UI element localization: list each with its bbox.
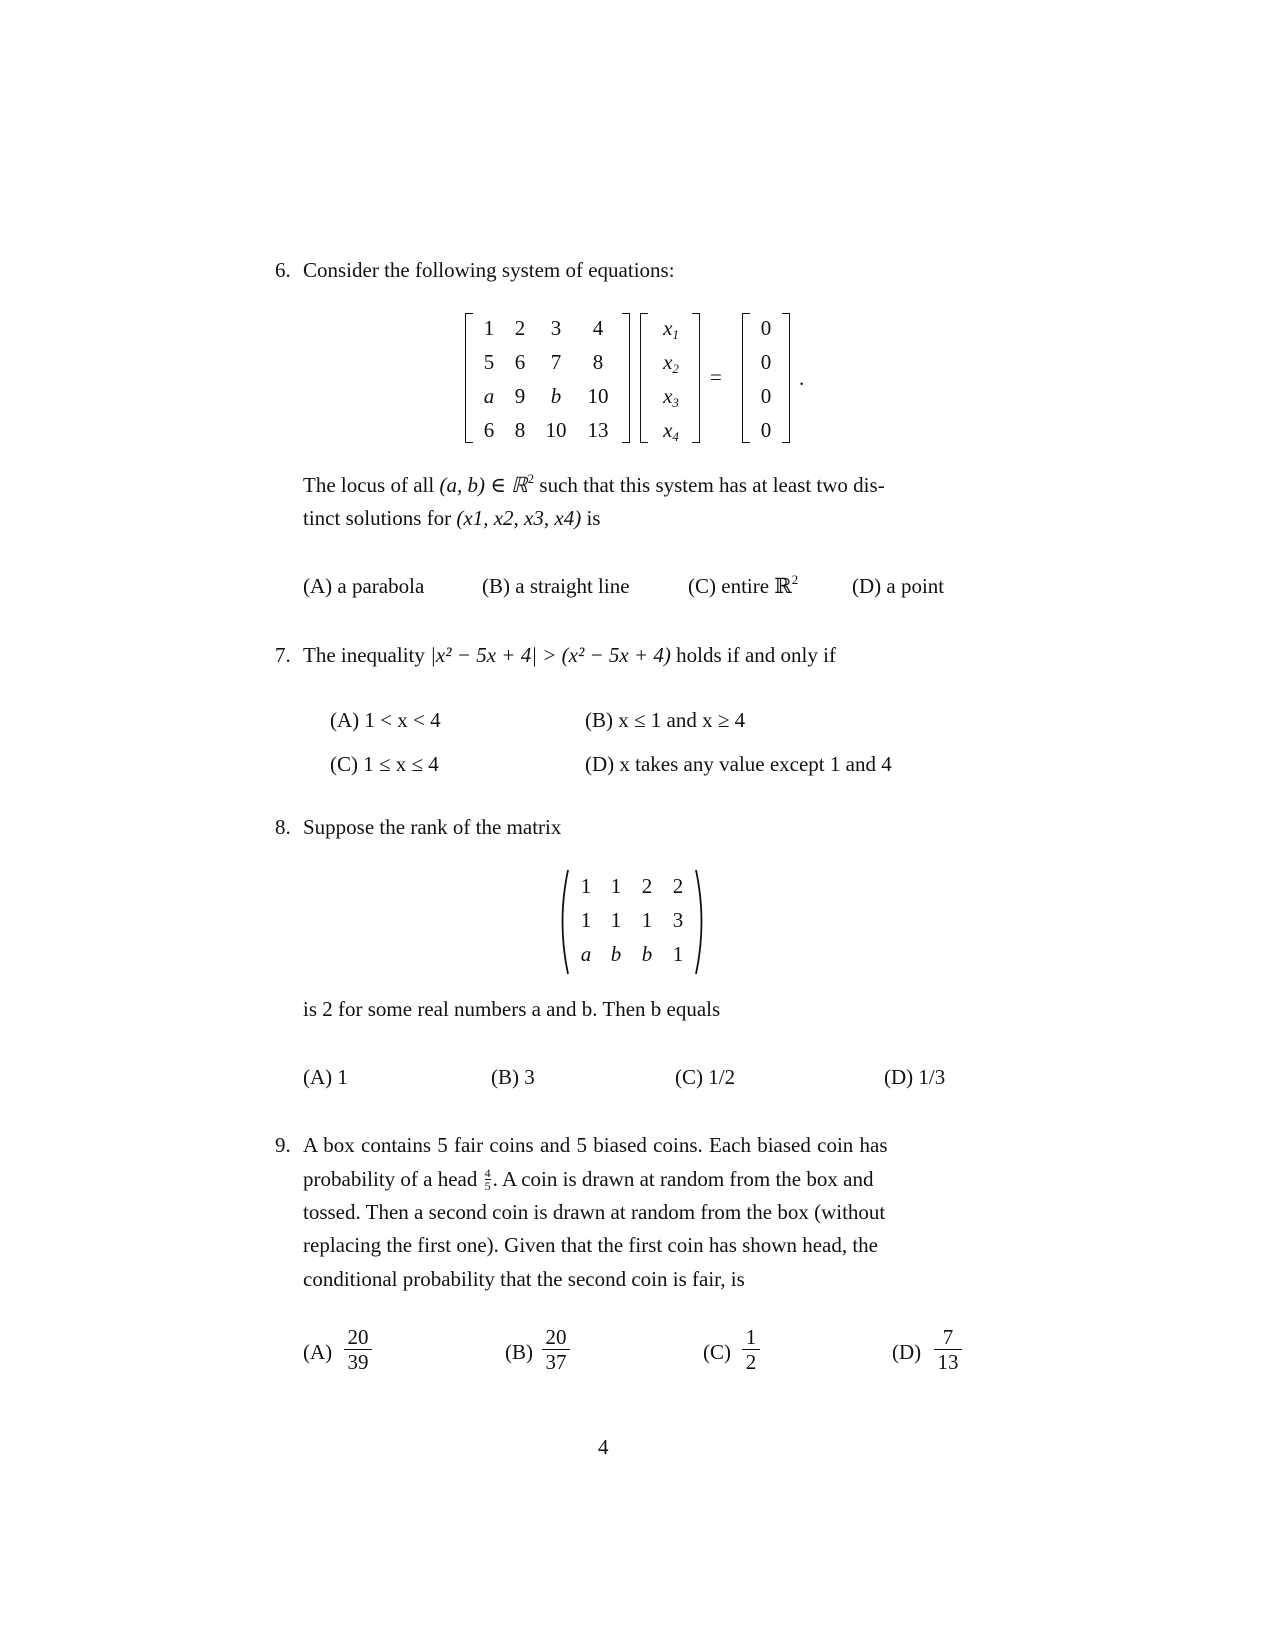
q9-line-3: tossed. Then a second coin is drawn at random from the box (without — [303, 1200, 886, 1224]
q6-vector-zero — [742, 313, 790, 445]
q9-option-b-frac — [542, 1326, 570, 1373]
q8-matrix-cell-0-3: 2 — [672, 874, 684, 898]
q8-matrix-left-paren — [556, 868, 570, 976]
q8-matrix-right-paren — [694, 868, 708, 976]
q6-option-c — [688, 574, 798, 599]
q7-stem — [303, 643, 836, 668]
q8-option-d: (D) 1/3 — [884, 1065, 946, 1089]
q6-text-line1-sup: 2 — [527, 471, 535, 486]
q6-option-a: (A) a parabola — [303, 574, 425, 598]
q6-stem: Consider the following system of equations: — [303, 258, 675, 282]
q6-matrix-a-cell-2-3: 10 — [587, 384, 609, 408]
q7-stem-a: The inequality — [303, 643, 425, 667]
q8-matrix-cell-1-1: 1 — [610, 908, 622, 932]
q6-option-c-text: (C) entire ℝ — [688, 574, 792, 598]
q7-stem-b: holds if and only if — [676, 643, 836, 667]
q9-option-c-den: 2 — [745, 1350, 757, 1374]
q6-equals-sign: = — [710, 365, 722, 389]
q6-text-line1-math: (a, b) ∈ ℝ — [439, 473, 528, 497]
q6-vector-x-left-bracket — [640, 313, 648, 443]
q8-matrix-cell-1-3: 3 — [672, 908, 684, 932]
q6-matrix-a-cell-1-1: 6 — [514, 350, 526, 374]
q9-line-4: replacing the first one). Given that the first coin has shown head, the — [303, 1233, 878, 1257]
q7-option-a: (A) 1 < x < 4 — [330, 708, 441, 732]
q6-matrix-a-cell-1-0: 5 — [483, 350, 495, 374]
q6-text-line1-a: The locus of all — [303, 473, 435, 497]
q9-option-c-num: 1 — [745, 1325, 757, 1349]
q6-vector-zero-cell-3: 0 — [760, 418, 772, 442]
q6-vector-x-cell-1: $x_2$ — [663, 350, 679, 376]
q9-option-c-frac — [742, 1326, 760, 1373]
q8-matrix-cell-2-1: b — [610, 942, 622, 966]
q8-matrix — [556, 868, 708, 976]
q6-matrix-a-cell-2-0: a — [483, 384, 495, 408]
q6-option-b: (B) a straight line — [482, 574, 630, 598]
q6-text-line2-math: (x1, x2, x3, x4) — [456, 506, 582, 530]
q6-option-c-sup: 2 — [791, 572, 799, 587]
q7-option-d: (D) x takes any value except 1 and 4 — [585, 752, 892, 776]
q9-option-d-frac — [934, 1326, 962, 1373]
q6-vector-x — [640, 313, 700, 445]
q9-option-b-num: 20 — [545, 1325, 567, 1349]
q8-matrix-cell-0-0: 1 — [580, 874, 592, 898]
q8-matrix-cell-1-2: 1 — [641, 908, 653, 932]
q7-option-c: (C) 1 ≤ x ≤ 4 — [330, 752, 439, 776]
q6-matrix-a-cell-3-2: 10 — [545, 418, 567, 442]
q8-matrix-cell-2-3: 1 — [672, 942, 684, 966]
q6-matrix-a-right-bracket — [622, 313, 630, 443]
q8-matrix-cell-2-0: a — [580, 942, 592, 966]
q6-vector-x-cell-0: $x_1$ — [663, 316, 679, 342]
q6-matrix-a-cell-3-0: 6 — [483, 418, 495, 442]
q9-head-prob-den: 5 — [484, 1178, 491, 1193]
q9-option-c-label: (C) — [703, 1340, 731, 1364]
q6-matrix-a-cell-2-2: b — [550, 384, 562, 408]
q8-matrix-cell-0-2: 2 — [641, 874, 653, 898]
q8-number: 8. — [275, 815, 291, 839]
q9-option-d-label: (D) — [892, 1340, 922, 1364]
q9-option-a-label: (A) — [303, 1340, 333, 1364]
q9-option-a-den: 39 — [347, 1350, 369, 1374]
q9-option-a-num: 20 — [347, 1325, 369, 1349]
q8-matrix-cell-0-1: 1 — [610, 874, 622, 898]
q9-line-2-b: . A coin is drawn at random from the box and — [492, 1167, 874, 1191]
q8-matrix-cell-2-2: b — [641, 942, 653, 966]
q8-option-a: (A) 1 — [303, 1065, 348, 1089]
q6-matrix-a-left-bracket — [465, 313, 473, 443]
q7-stem-math: |x² − 5x + 4| > (x² − 5x + 4) — [430, 643, 671, 667]
q6-vector-zero-cell-0: 0 — [760, 316, 772, 340]
q8-stem: Suppose the rank of the matrix — [303, 815, 562, 839]
q6-text-line2-c: is — [586, 506, 601, 530]
q6-text-line2-a: tinct solutions for — [303, 506, 452, 530]
q6-matrix-a-cell-0-3: 4 — [592, 316, 604, 340]
q9-option-d-num: 7 — [942, 1325, 954, 1349]
q8-text: is 2 for some real numbers a and b. Then b equals — [303, 997, 721, 1021]
q9-number: 9. — [275, 1133, 291, 1157]
q9-line-2 — [303, 1167, 873, 1194]
q9-option-d-den: 13 — [937, 1350, 959, 1374]
q6-vector-zero-cell-1: 0 — [760, 350, 772, 374]
q6-vector-x-cell-3: $x_4$ — [663, 418, 679, 444]
q6-matrix-a-cell-1-3: 8 — [592, 350, 604, 374]
q9-head-prob-num: 4 — [484, 1165, 491, 1180]
q8-option-b: (B) 3 — [491, 1065, 535, 1089]
q6-matrix-a-cell-0-2: 3 — [550, 316, 562, 340]
q8-matrix-cell-1-0: 1 — [580, 908, 592, 932]
q9-option-b-label: (B) — [505, 1340, 533, 1364]
q6-matrix-a-cell-3-3: 13 — [587, 418, 609, 442]
q6-vector-zero-cell-2: 0 — [760, 384, 772, 408]
q6-matrix-a-cell-1-2: 7 — [550, 350, 562, 374]
q6-matrix-a-cell-0-0: 1 — [483, 316, 495, 340]
q9-line-1: A box contains 5 fair coins and 5 biased coins. Each biased coin has — [303, 1133, 888, 1157]
q6-vector-x-cell-2: $x_3$ — [663, 384, 679, 410]
q9-option-b-den: 37 — [545, 1350, 567, 1374]
q6-matrix-a-cell-2-1: 9 — [514, 384, 526, 408]
q9-option-a-frac — [344, 1326, 372, 1373]
q7-number: 7. — [275, 643, 291, 667]
q9-line-2-a: probability of a head — [303, 1167, 478, 1191]
q6-option-d: (D) a point — [852, 574, 945, 598]
q7-option-b: (B) x ≤ 1 and x ≥ 4 — [585, 708, 746, 732]
q6-period: . — [799, 366, 805, 390]
page-number: 4 — [598, 1435, 609, 1459]
q6-text-line1 — [303, 473, 885, 498]
q9-head-prob-frac — [485, 1167, 491, 1192]
q6-number: 6. — [275, 258, 291, 282]
q6-text-line1-c: such that this system has at least two dis- — [539, 473, 885, 497]
q9-line-5: conditional probability that the second coin is fair, is — [303, 1267, 745, 1291]
q6-text-line2 — [303, 506, 600, 531]
q6-vector-x-right-bracket — [692, 313, 700, 443]
q6-vector-zero-left-bracket — [742, 313, 750, 443]
q6-matrix-a-cell-0-1: 2 — [514, 316, 526, 340]
q6-matrix-a-cell-3-1: 8 — [514, 418, 526, 442]
q6-vector-zero-right-bracket — [782, 313, 790, 443]
q8-option-c: (C) 1/2 — [675, 1065, 736, 1089]
q6-matrix-a — [465, 313, 630, 445]
